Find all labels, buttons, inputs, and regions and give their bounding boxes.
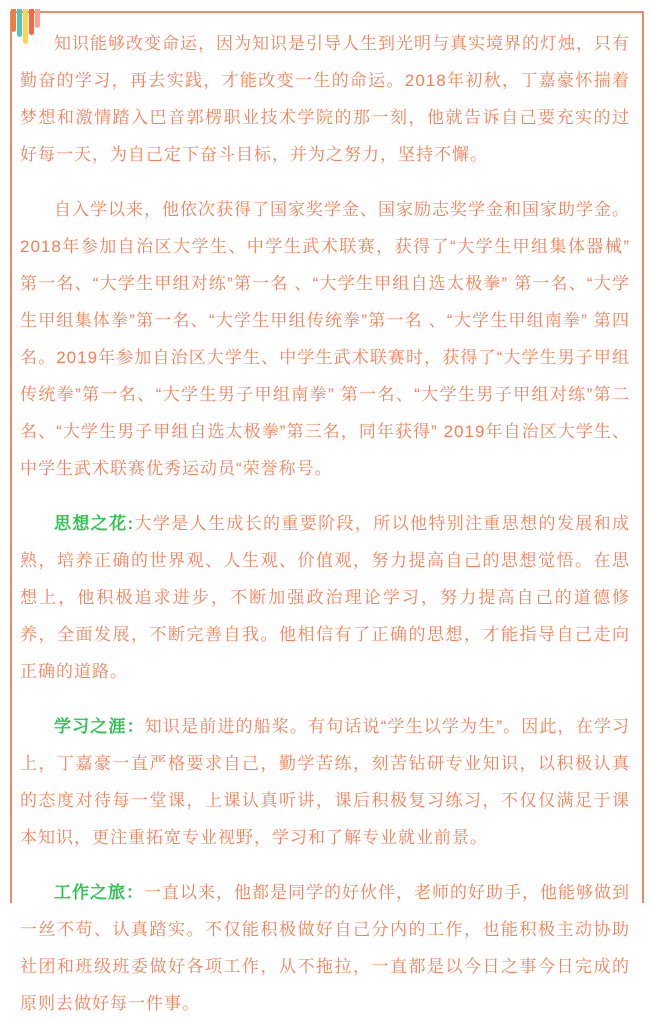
paragraph-text: 大学是人生成长的重要阶段，所以他特别注重思想的发展和成熟，培养正确的世界观、人生观、价值观，努力提高自己的思想觉悟。在思想上，他积极追求进步，不断加强政治理论学习，努力提高自己的道德修养，全面发展，不断完善自我。他相信有了正确的思想，才能指导自己走向正确的道路。 — [20, 514, 630, 681]
paragraph-study — [20, 708, 630, 856]
paragraph-intro — [20, 25, 630, 173]
paragraph-work — [20, 874, 630, 1022]
paragraph-text: 知识能够改变命运，因为知识是引导人生到光明与真实境界的灯烛，只有勤奋的学习，再去实践，才能改变一生的命运。2018年初秋，丁嘉豪怀揣着梦想和激情踏入巴音郭楞职业技术学院的那一刻，他就告诉自己要充实的过好每一天，为自己定下奋斗目标，并为之努力，坚持不懈。 — [20, 34, 630, 164]
coral-bar-icon — [29, 9, 34, 35]
paragraph-text: 自入学以来，他依次获得了国家奖学金、国家励志奖学金和国家助学金。2018年参加自治区大学生、中学生武术联赛，获得了“大学生甲组集体器械” 第一名、“大学生甲组对练”第一名 、“大学生甲组自选太极拳” 第一名、“大学生甲组集体拳”第一名、“大学生甲组传统拳”第一名 、“大学生甲组南拳” 第四名。2019年参加自治区大学生、中学生武术联赛时，获得了“大学生男子甲组传统拳”第一名、“大学生男子甲组南拳” 第一名、“大学生男子甲组对练”第二名、“大学生男子甲组自选太极拳”第三名，同年获得” 2019年自治区大学生、中学生武术联赛优秀运动员“荣誉称号。 — [20, 200, 630, 478]
hanging-bars-icon — [11, 9, 40, 44]
paragraph-thought — [20, 505, 630, 690]
orange-bar-icon — [11, 9, 16, 32]
article-content — [12, 13, 642, 1022]
section-heading-work: 工作之旅： — [54, 883, 144, 902]
paragraph-awards — [20, 191, 630, 487]
article-frame — [10, 11, 644, 1013]
yellow-bar-icon — [23, 9, 28, 44]
salmon-bar-icon — [35, 9, 40, 28]
paragraph-text: 知识是前进的船桨。有句话说“学生以学为生”。因此，在学习上，丁嘉豪一直严格要求自己，勤学苦练，刻苦钻研专业知识，以积极认真的态度对待每一堂课，上课认真听讲，课后积极复习练习，不仅仅满足于课本知识，更注重拓宽专业视野，学习和了解专业就业前景。 — [20, 717, 630, 847]
teal-bar-icon — [17, 9, 22, 37]
paragraph-text: 一直以来，他都是同学的好伙伴，老师的好助手，他能够做到一丝不苟、认真踏实。不仅能积极做好自己分内的工作，也能积极主动协助社团和班级班委做好各项工作，从不拖拉，一直都是以今日之事今日完成的原则去做好每一件事。 — [20, 883, 630, 1013]
section-heading-study: 学习之涯： — [54, 717, 145, 736]
section-heading-thought: 思想之花: — [54, 514, 135, 533]
